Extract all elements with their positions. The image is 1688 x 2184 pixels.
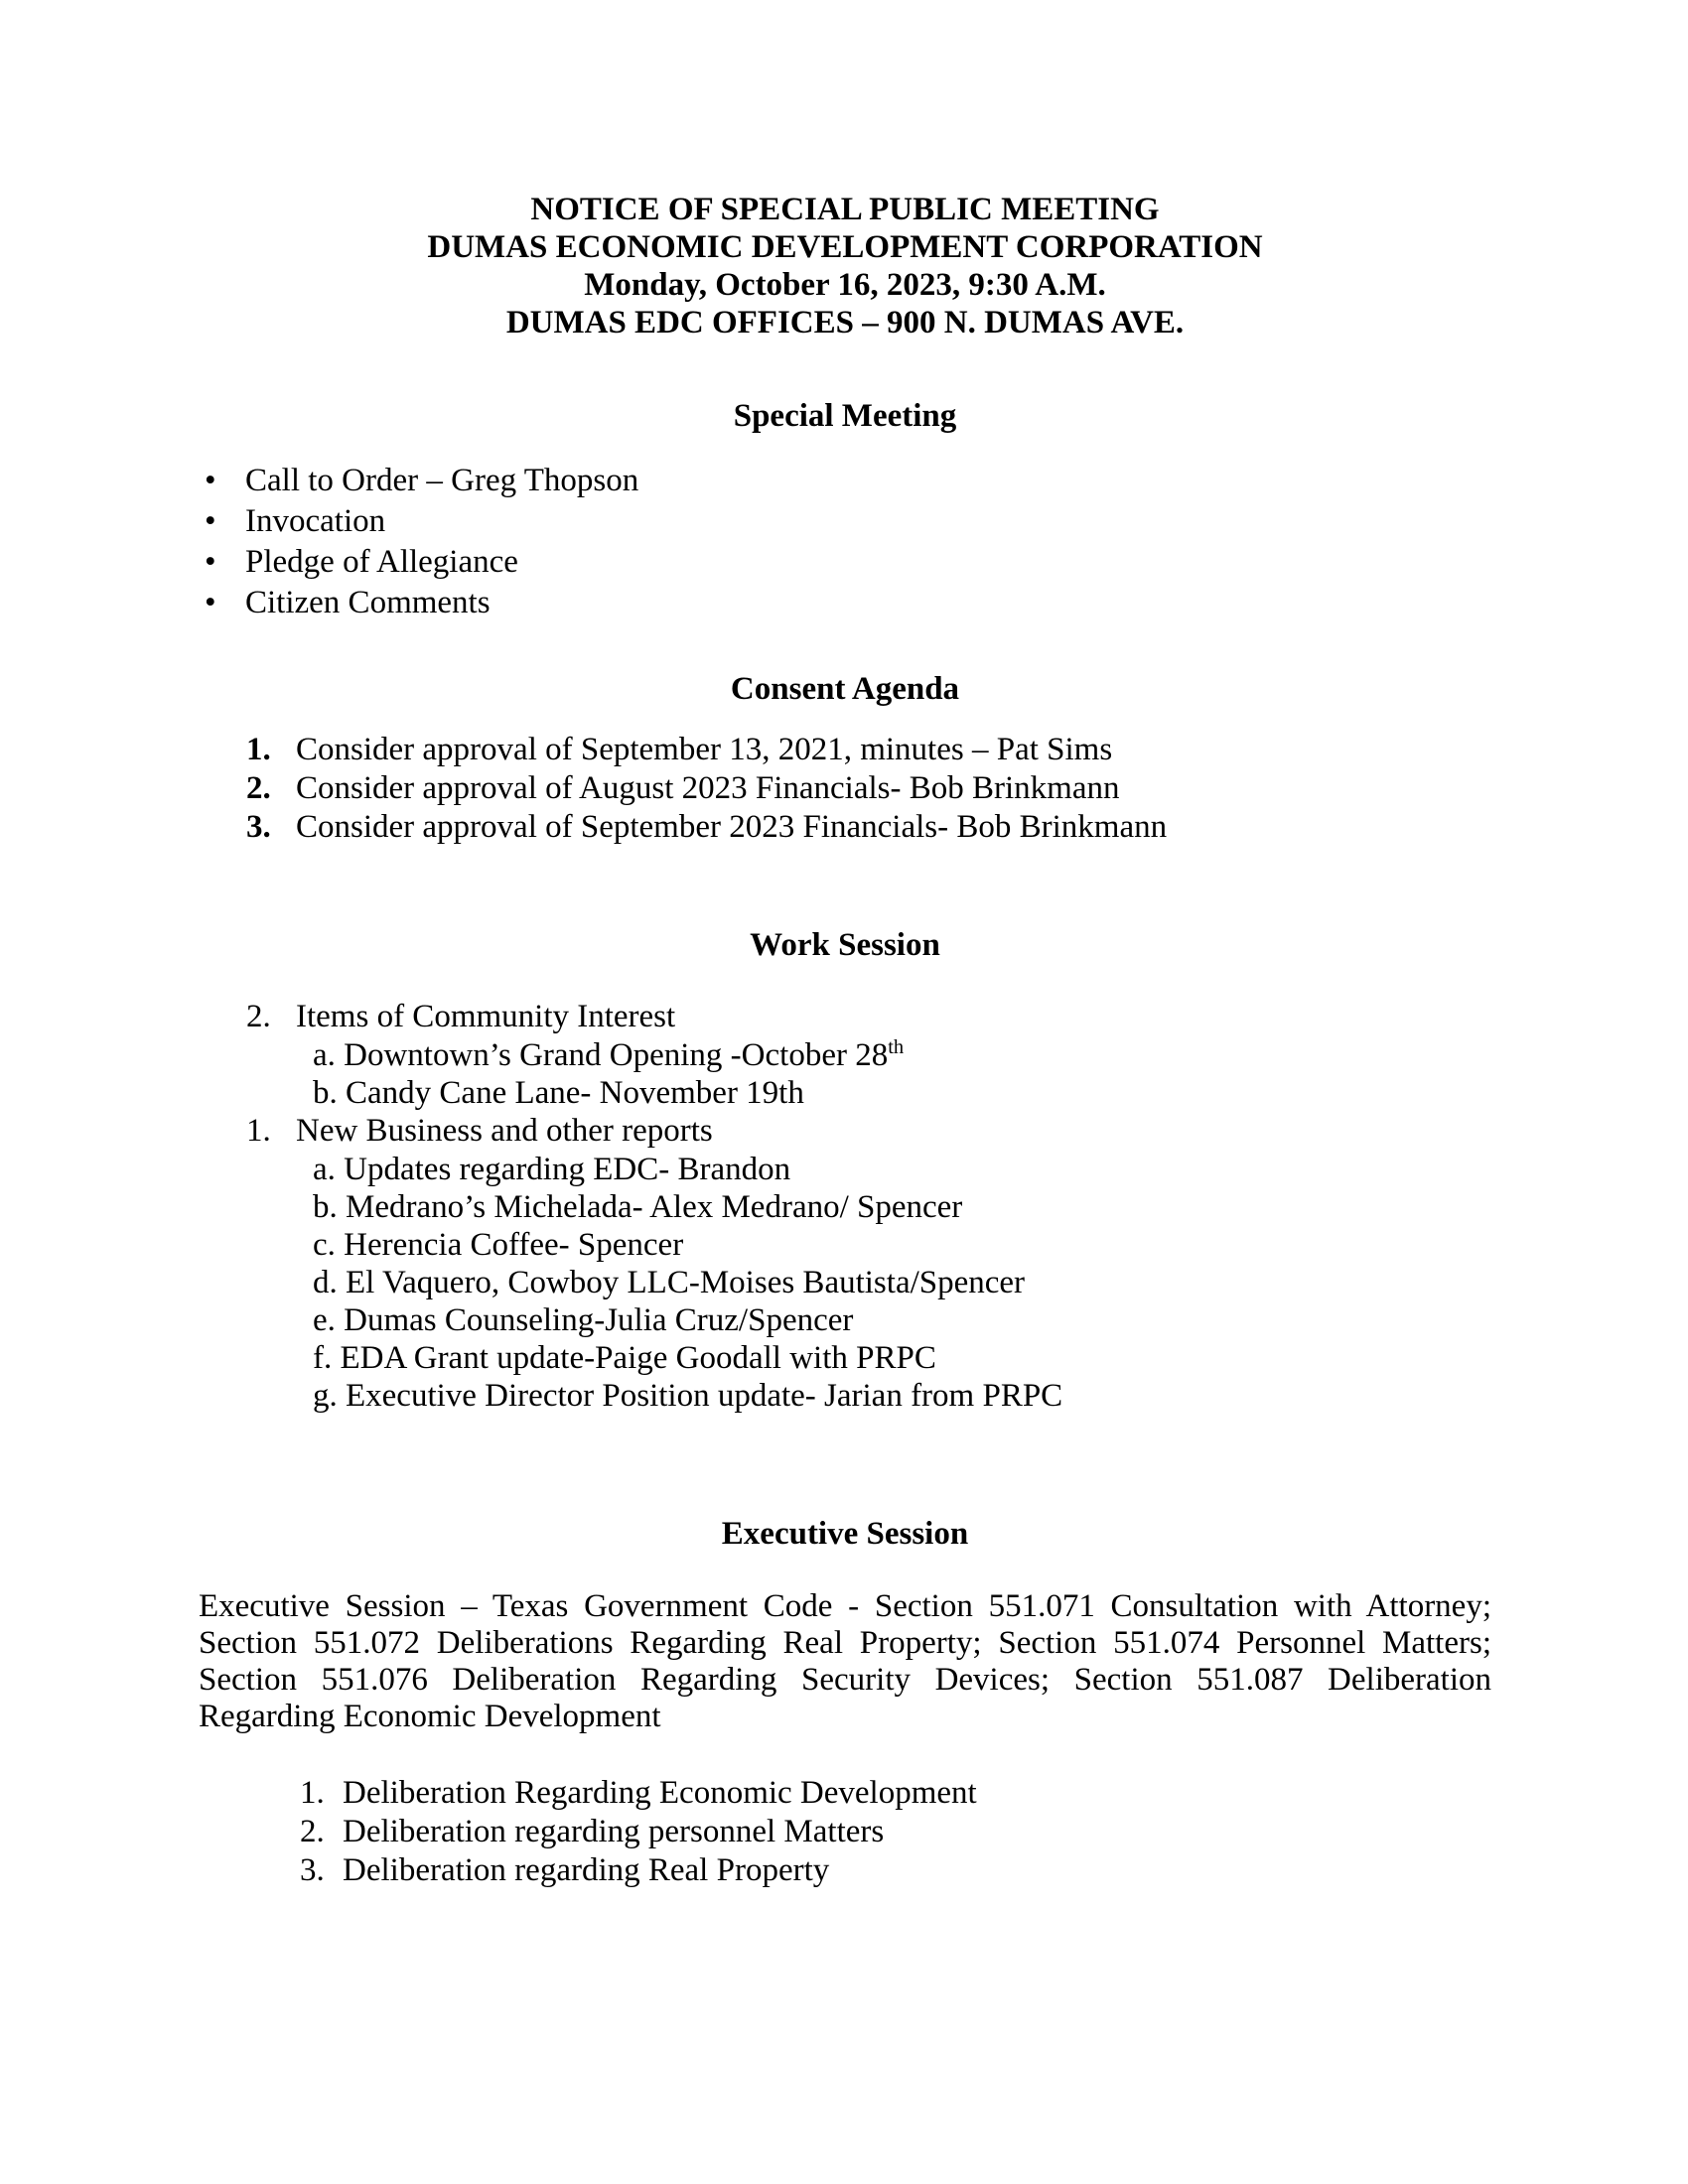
item-text: Consider approval of September 2023 Financials- Bob Brinkmann [296, 809, 1168, 845]
item-text: Deliberation Regarding Economic Development [343, 1775, 977, 1811]
consent-agenda-list [199, 731, 1491, 846]
list-subitem [313, 1226, 1491, 1264]
paragraph-line: Section 551.072 Deliberations Regarding Real Property; Section 551.074 Personnel Matters; [199, 1625, 1491, 1661]
subitem-text: b. Medrano’s Michelada- Alex Medrano/ Spencer [313, 1189, 963, 1225]
subitem-text: c. Herencia Coffee- Spencer [313, 1227, 684, 1263]
list-item [199, 769, 1491, 807]
item-number: 1. [246, 1113, 271, 1149]
section-heading-executive-session: Executive Session [721, 1516, 969, 1552]
list-item-text: Citizen Comments [245, 585, 491, 620]
list-item-text: Invocation [245, 503, 386, 539]
list-subitem [313, 1151, 1491, 1188]
list-item [199, 731, 1491, 768]
superscript-ordinal: th [888, 1036, 905, 1058]
list-item [199, 1851, 1491, 1889]
notice-title-line: DUMAS EDC OFFICES – 900 N. DUMAS AVE. [505, 305, 1185, 341]
executive-session-paragraph [199, 1588, 1491, 1735]
subitem-text: f. EDA Grant update-Paige Goodall with PRPC [313, 1340, 936, 1376]
list-item [199, 1813, 1491, 1850]
subitem-text: a. Downtown’s Grand Opening -October 28 [313, 1037, 889, 1073]
list-item [199, 808, 1491, 846]
document-content [199, 0, 1491, 1890]
subitem-text: g. Executive Director Position update- Jarian from PRPC [313, 1378, 1063, 1414]
item-text: Consider approval of August 2023 Financials- Bob Brinkmann [296, 770, 1120, 806]
paragraph-line: Executive Session – Texas Government Code - Section 551.071 Consultation with Attorney; [199, 1588, 1491, 1624]
item-text: New Business and other reports [296, 1113, 713, 1149]
item-number: 1. [246, 732, 271, 767]
item-text: Items of Community Interest [296, 999, 676, 1034]
subitem-text: e. Dumas Counseling-Julia Cruz/Spencer [313, 1302, 854, 1338]
list-item [199, 543, 1491, 581]
item-text: Deliberation regarding Real Property [343, 1852, 830, 1888]
item-number: 2. [300, 1814, 325, 1849]
item-number: 3. [246, 809, 271, 845]
bullet-marker: • [205, 463, 216, 498]
list-item [199, 1112, 1491, 1150]
list-subitem [313, 1188, 1491, 1226]
bullet-marker: • [205, 503, 216, 539]
list-subitem [313, 1036, 1491, 1074]
bullet-marker: • [205, 585, 216, 620]
item-text: Deliberation regarding personnel Matters [343, 1814, 885, 1849]
list-item [199, 502, 1491, 540]
list-item [199, 998, 1491, 1035]
notice-title-block [199, 191, 1491, 341]
subitem-text: a. Updates regarding EDC- Brandon [313, 1152, 791, 1187]
notice-title-line: NOTICE OF SPECIAL PUBLIC MEETING [530, 192, 1160, 227]
list-item [199, 584, 1491, 621]
subitem-text: b. Candy Cane Lane- November 19th [313, 1075, 804, 1111]
list-item-text: Pledge of Allegiance [245, 544, 518, 580]
work-session-list [199, 998, 1491, 1415]
list-item-text: Call to Order – Greg Thopson [245, 463, 639, 498]
bullet-marker: • [205, 544, 216, 580]
list-subitem [313, 1074, 1491, 1112]
executive-session-list [199, 1774, 1491, 1889]
item-number: 2. [246, 770, 271, 806]
item-number: 3. [300, 1852, 325, 1888]
section-heading-consent-agenda: Consent Agenda [730, 671, 960, 707]
section-heading-work-session: Work Session [750, 927, 940, 963]
list-subitem [313, 1301, 1491, 1339]
item-text: Consider approval of September 13, 2021, minutes – Pat Sims [296, 732, 1113, 767]
list-item [199, 1774, 1491, 1812]
list-subitem [313, 1377, 1491, 1415]
notice-title-line: DUMAS ECONOMIC DEVELOPMENT CORPORATION [427, 229, 1263, 265]
special-meeting-bullet-list [199, 462, 1491, 621]
item-number: 2. [246, 999, 271, 1034]
list-subitem [313, 1339, 1491, 1377]
list-item [199, 462, 1491, 499]
section-heading-special-meeting: Special Meeting [733, 398, 957, 434]
subitem-text: d. El Vaquero, Cowboy LLC-Moises Bautista/Spencer [313, 1265, 1026, 1300]
notice-title-line: Monday, October 16, 2023, 9:30 A.M. [584, 267, 1106, 303]
paragraph-line: Section 551.076 Deliberation Regarding Security Devices; Section 551.087 Deliberation [199, 1662, 1491, 1698]
item-number: 1. [300, 1775, 325, 1811]
paragraph-line: Regarding Economic Development [199, 1699, 661, 1734]
list-subitem [313, 1264, 1491, 1301]
